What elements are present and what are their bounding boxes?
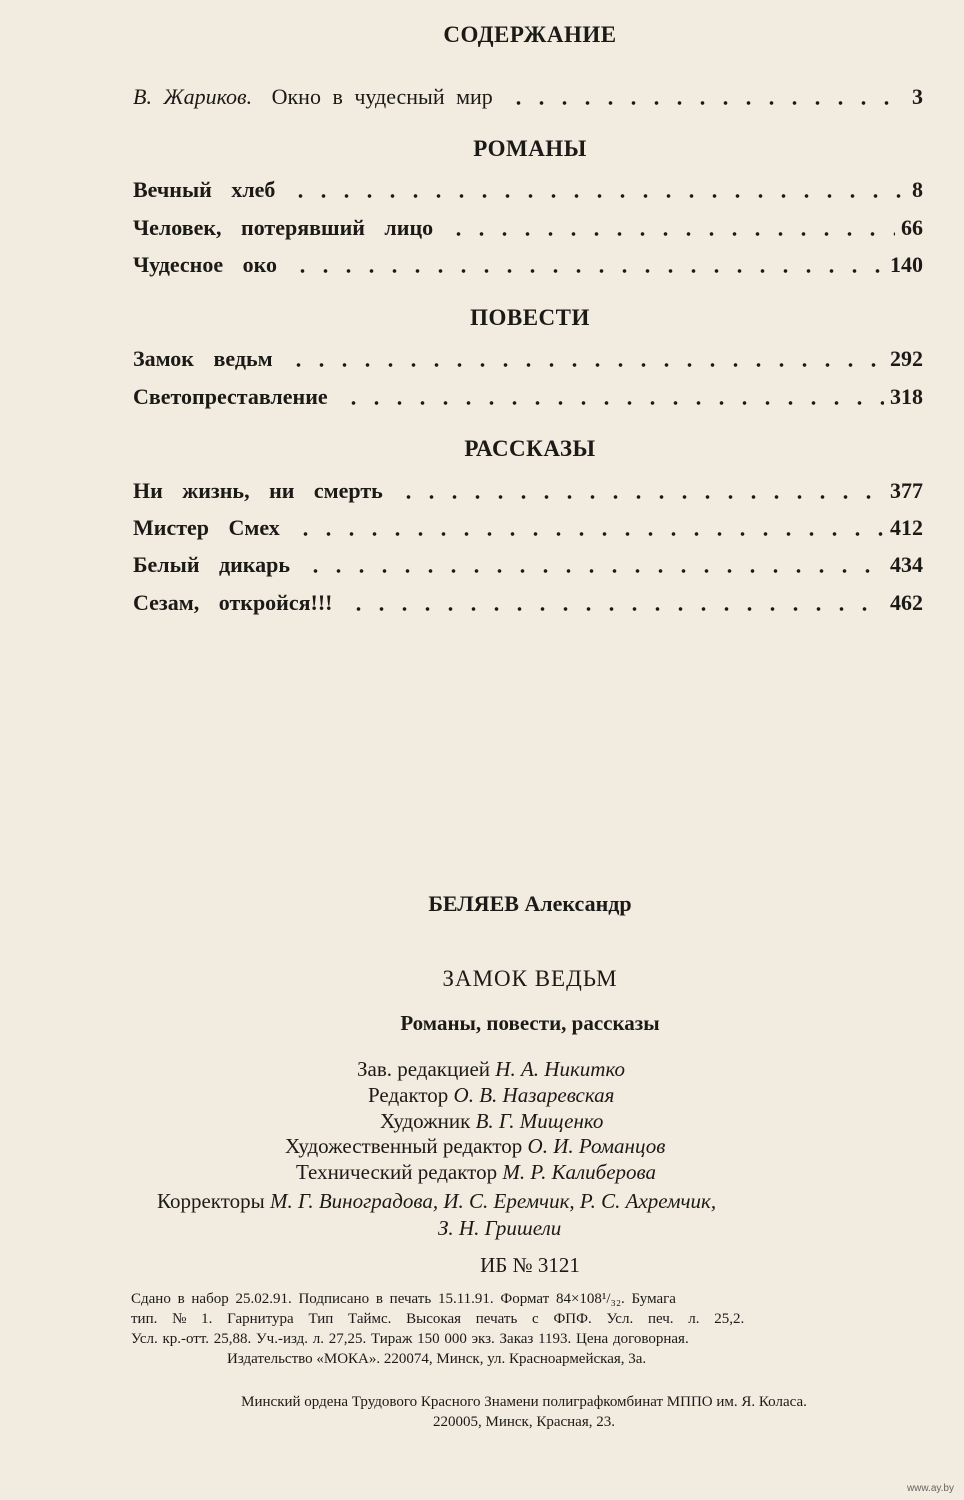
section-heading-novels: РОМАНЫ bbox=[473, 136, 587, 161]
credit-role: Художник bbox=[380, 1109, 471, 1133]
credit-name: О. В. Назаревская bbox=[453, 1083, 615, 1107]
toc-row bbox=[133, 552, 923, 582]
toc-row bbox=[133, 252, 923, 282]
toc-entry-title: Человек, потерявший лицо bbox=[133, 215, 434, 240]
toc-row bbox=[133, 215, 923, 245]
printer-line: 220005, Минск, Красная, 23. bbox=[433, 1414, 615, 1430]
toc-entry-title: Мистер Смех bbox=[133, 515, 280, 540]
toc-row-intro bbox=[133, 84, 923, 114]
dot-leader bbox=[397, 490, 884, 504]
dot-leader bbox=[347, 602, 885, 616]
toc-entry-page: 140 bbox=[890, 252, 923, 277]
dot-leader bbox=[294, 527, 884, 541]
credit-name: В. Г. Мищенко bbox=[475, 1109, 604, 1133]
ib-number: ИБ № 3121 bbox=[480, 1253, 580, 1277]
toc-entry-title: Сезам, откройся!!! bbox=[133, 590, 333, 615]
credit-name: Н. А. Никитко bbox=[495, 1057, 625, 1081]
book-subtitle: Романы, повести, рассказы bbox=[400, 1011, 660, 1035]
dot-leader bbox=[287, 358, 884, 372]
credit-name: З. Н. Гришели bbox=[438, 1216, 562, 1240]
toc-entry-page: 8 bbox=[912, 177, 923, 202]
toc-entry-title-text: Окно в чудесный мир bbox=[271, 84, 493, 109]
section-heading-novellas: ПОВЕСТИ bbox=[470, 305, 590, 330]
toc-row bbox=[133, 515, 923, 545]
toc-entry-page: 318 bbox=[890, 384, 923, 409]
dot-leader bbox=[289, 189, 906, 203]
credit-role: Технический редактор bbox=[296, 1160, 498, 1184]
toc-row bbox=[133, 590, 923, 620]
credit-line bbox=[438, 1216, 561, 1241]
toc-entry-title: Вечный хлеб bbox=[133, 177, 276, 202]
dot-leader bbox=[291, 264, 884, 278]
credit-line bbox=[380, 1109, 603, 1134]
credit-role: Художественный редактор bbox=[285, 1134, 523, 1158]
toc-entry-page: 292 bbox=[890, 346, 923, 371]
toc-entry-title: Ни жизнь, ни смерть bbox=[133, 478, 383, 503]
credit-name: М. Г. Виноградова, И. С. Еремчик, Р. С. Ахремчик, bbox=[269, 1189, 717, 1213]
print-detail-line: Сдано в набор 25.02.91. Подписано в печать 15.11.91. Формат 84×108¹/₃₂. Бумага bbox=[131, 1291, 676, 1307]
toc-entry-title: Чудесное око bbox=[133, 252, 278, 277]
toc-entry-title: Замок ведьм bbox=[133, 346, 273, 371]
credit-line bbox=[157, 1189, 716, 1214]
toc-entry-author: В. Жариков. bbox=[133, 84, 253, 109]
toc-row bbox=[133, 478, 923, 508]
printer-info bbox=[131, 1392, 917, 1432]
toc-entry-page: 412 bbox=[890, 515, 923, 540]
watermark: www.ay.by bbox=[906, 1483, 954, 1494]
dot-leader bbox=[447, 227, 895, 241]
toc-entry-page: 66 bbox=[901, 215, 923, 240]
toc-entry-page: 462 bbox=[890, 590, 923, 615]
book-author bbox=[0, 891, 964, 917]
author-surname: БЕЛЯЕВ bbox=[428, 891, 519, 916]
print-detail-line: Издательство «МОКА». 220074, Минск, ул. Красноармейская, 3а. bbox=[227, 1351, 647, 1367]
credit-role: Зав. редакцией bbox=[357, 1057, 491, 1081]
toc-entry-title: Белый дикарь bbox=[133, 552, 291, 577]
author-name: Александр bbox=[524, 891, 632, 916]
credit-line bbox=[368, 1083, 614, 1108]
dot-leader bbox=[304, 564, 884, 578]
credit-name: М. Р. Калиберова bbox=[502, 1160, 657, 1184]
toc-entry-title bbox=[133, 84, 493, 110]
toc-row bbox=[133, 384, 923, 414]
toc-entry-title: Светопреставление bbox=[133, 384, 328, 409]
print-detail-line: Усл. кр.-отт. 25,88. Уч.-изд. л. 27,25. Тираж 150 000 экз. Заказ 1193. Цена договорная. bbox=[131, 1331, 689, 1347]
printer-line: Минский ордена Трудового Красного Знамени полиграфкомбинат МППО им. Я. Коласа. bbox=[241, 1394, 807, 1410]
toc-entry-page: 377 bbox=[890, 478, 923, 503]
contents-title: СОДЕРЖАНИЕ bbox=[443, 22, 617, 47]
book-title: ЗАМОК ВЕДЬМ bbox=[442, 966, 618, 991]
toc-entry-page: 3 bbox=[912, 84, 923, 109]
credit-name: О. И. Романцов bbox=[527, 1134, 666, 1158]
credit-line bbox=[357, 1057, 625, 1082]
dot-leader bbox=[507, 96, 906, 110]
toc-row bbox=[133, 346, 923, 376]
toc-row bbox=[133, 177, 923, 207]
toc-entry-page: 434 bbox=[890, 552, 923, 577]
credit-role: Корректоры bbox=[157, 1189, 265, 1213]
credit-role: Редактор bbox=[368, 1083, 449, 1107]
credit-line bbox=[285, 1134, 665, 1159]
print-details bbox=[131, 1289, 917, 1369]
section-heading-stories: РАССКАЗЫ bbox=[464, 436, 596, 461]
dot-leader bbox=[342, 396, 884, 410]
print-detail-line: тип. № 1. Гарнитура Тип Таймс. Высокая печать с ФПФ. Усл. печ. л. 25,2. bbox=[131, 1311, 745, 1327]
credit-line bbox=[296, 1160, 656, 1185]
